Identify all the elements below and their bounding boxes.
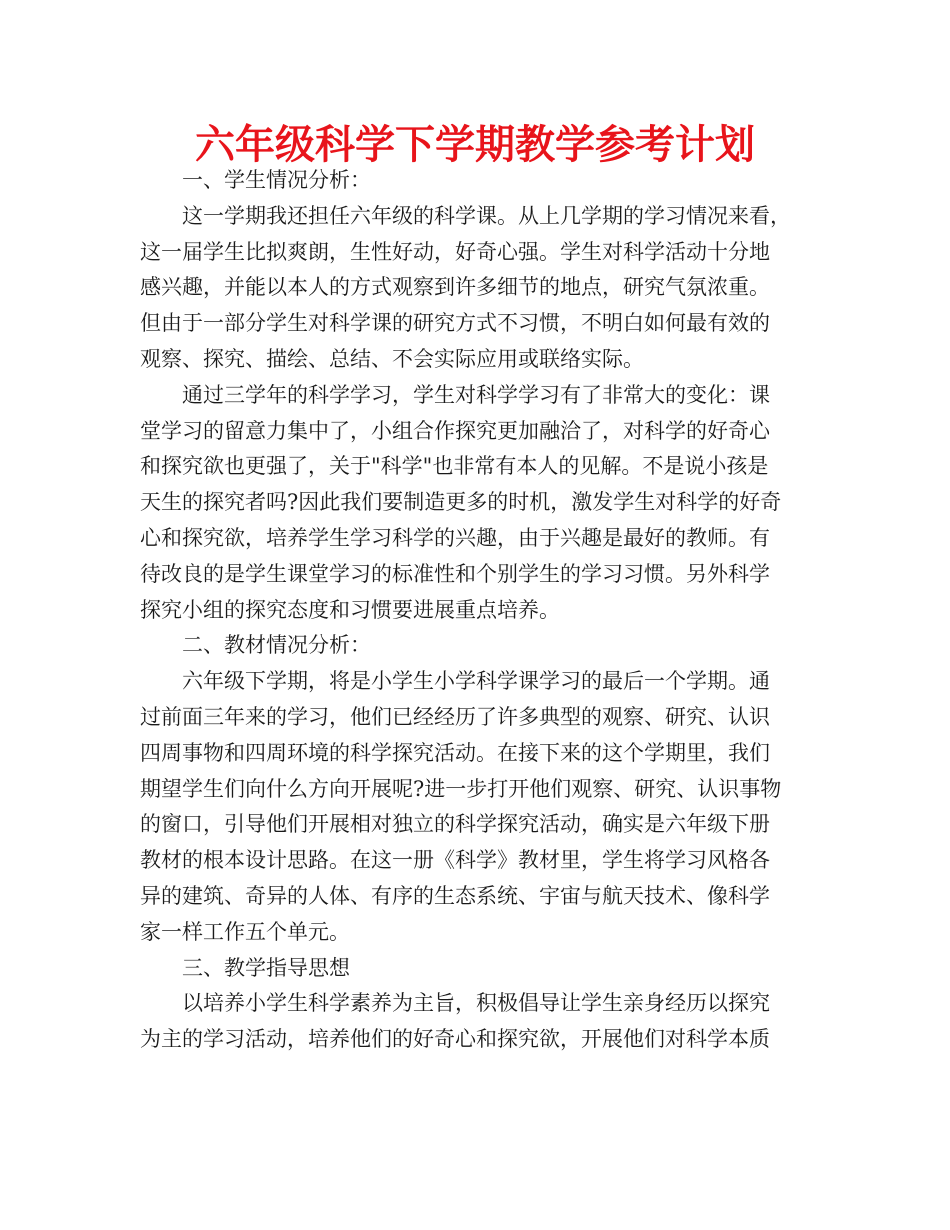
section-heading: 二、教材情况分析： — [182, 633, 371, 658]
paragraph-line: 和探究欲也更强了，关于"科学"也非常有本人的见解。不是说小孩是 — [140, 454, 769, 479]
paragraph-line: 的窗口，引导他们开展相对独立的科学探究活动，确实是六年级下册 — [140, 812, 770, 837]
paragraph-line: 六年级下学期，将是小学生小学科学课学习的最后一个学期。通 — [182, 669, 770, 694]
paragraph-line: 过前面三年来的学习，他们已经经历了许多典型的观察、研究、认识 — [140, 704, 770, 729]
section-heading: 一、学生情况分析： — [182, 168, 371, 192]
paragraph-line: 心和探究欲，培养学生学习科学的兴趣，由于兴趣是最好的教师。有 — [140, 525, 770, 550]
paragraph-line: 感兴趣，并能以本人的方式观察到许多细节的地点，研究气氛浓重。 — [140, 275, 770, 300]
paragraph-line: 堂学习的留意力集中了，小组合作探究更加融洽了，对科学的好奇心 — [140, 418, 770, 443]
paragraph-line: 通过三学年的科学学习，学生对科学学习有了非常大的变化：课 — [182, 382, 770, 407]
document-title: 六年级科学下学期教学参考计划 — [195, 122, 755, 168]
paragraph-line: 以培养小学生科学素养为主旨，积极倡导让学生亲身经历以探究 — [182, 991, 770, 1016]
paragraph-line: 四周事物和四周环境的科学探究活动。在接下来的这个学期里，我们 — [140, 740, 770, 765]
paragraph-line: 天生的探究者吗?因此我们要制造更多的时机，激发学生对科学的好奇 — [140, 490, 782, 515]
paragraph-line: 为主的学习活动，培养他们的好奇心和探究欲，开展他们对科学本质 — [140, 1027, 770, 1052]
paragraph-line: 观察、探究、描绘、总结、不会实际应用或联络实际。 — [140, 346, 644, 371]
paragraph-line: 但由于一部分学生对科学课的研究方式不习惯，不明白如何最有效的 — [140, 311, 770, 336]
paragraph-line: 家一样工作五个单元。 — [140, 919, 350, 944]
paragraph-line: 异的建筑、奇异的人体、有序的生态系统、宇宙与航天技术、像科学 — [140, 883, 770, 908]
paragraph-line: 期望学生们向什么方向开展呢?进一步打开他们观察、研究、认识事物 — [140, 776, 782, 801]
paragraph-line: 这一学期我还担任六年级的科学课。从上几学期的学习情况来看， — [182, 203, 791, 228]
document-body — [140, 163, 816, 1058]
section-heading: 三、教学指导思想 — [182, 955, 350, 980]
paragraph-line: 教材的根本设计思路。在这一册《科学》教材里，学生将学习风格各 — [140, 848, 770, 873]
paragraph-line: 这一届学生比拟爽朗，生性好动，好奇心强。学生对科学活动十分地 — [140, 239, 770, 264]
paragraph-line: 待改良的是学生课堂学习的标准性和个别学生的学习习惯。另外科学 — [140, 561, 770, 586]
paragraph-line: 探究小组的探究态度和习惯要进展重点培养。 — [140, 597, 560, 622]
